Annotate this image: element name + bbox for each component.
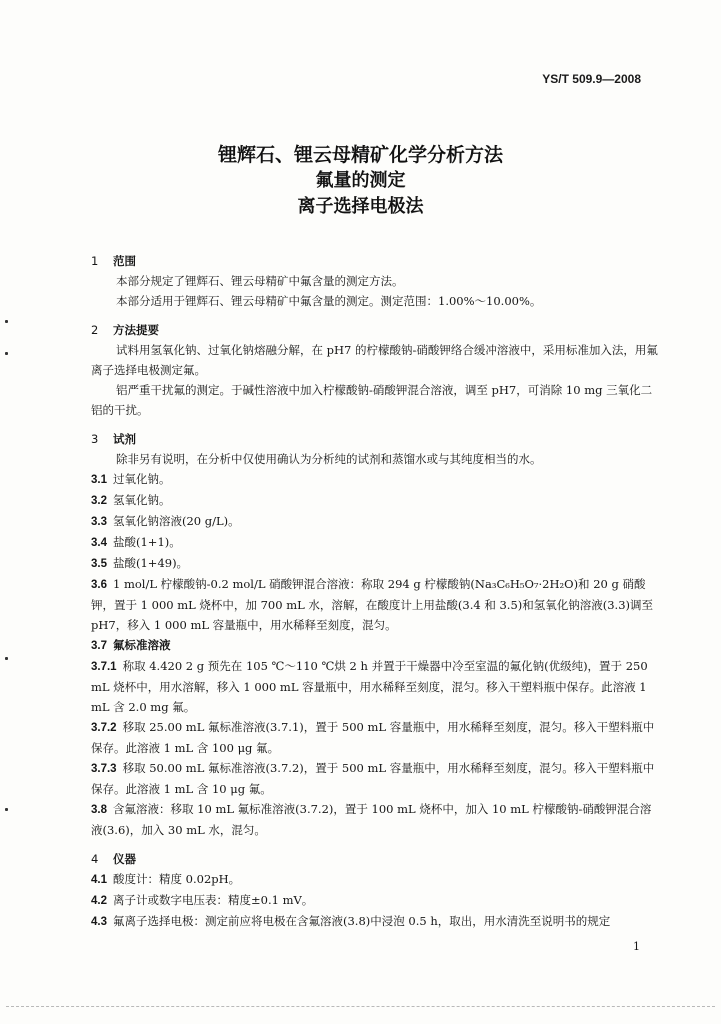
document-title: 锂辉石、锂云母精矿化学分析方法 [217, 144, 503, 166]
document-method: 离子选择电极法 [297, 196, 424, 217]
document-body [91, 251, 659, 932]
section-heading-principle: 2 方法提要 [91, 323, 159, 337]
list-item: 3.8 含氟溶液：移取 10 mL 氟标准溶液(3.7.2)，置于 100 mL 烧杯中，加入 10 mL 柠檬酸钠-硝酸钾混合溶液(3.6)，加入 30 mL 水，混匀。 [91, 802, 652, 837]
list-item: 3.6 1 mol/L 柠檬酸钠-0.2 mol/L 硝酸钾混合溶液：称取 294 g 柠檬酸钠(Na₃C₆H₅O₇·2H₂O)和 20 g 硝酸钾，置于 1 000 mL 烧杯中，加 700 mL 水，溶解，在酸度计上用盐酸(3.4 和 3.5)和氢氧化钠溶液(3.3)调至 pH7，移入 1 000 mL 容量瓶中，用水稀释至刻度，混匀。 [91, 577, 654, 632]
paragraph: 铝严重干扰氟的测定。于碱性溶液中加入柠檬酸钠-硝酸钾混合溶液，调至 pH7，可消除 10 mg 三氧化二铝的干扰。 [91, 383, 653, 417]
list-item: 4.2 离子计或数字电压表：精度±0.1 mV。 [91, 893, 314, 907]
list-item: 3.7.1 称取 4.420 2 g 预先在 105 ℃～110 ℃烘 2 h 并置于干燥器中冷至室温的氟化钠(优级纯)，置于 250 mL 烧杯中，用水溶解，移入 1 000 mL 容量瓶中，用水稀释至刻度，混匀。移入干塑料瓶中保存。此溶液 1 mL 含 2.0 mg 氟。 [91, 659, 648, 714]
list-item: 3.7.3 移取 50.00 mL 氟标准溶液(3.7.2)，置于 500 mL 容量瓶中，用水稀释至刻度，混匀。移入干塑料瓶中保存。此溶液 1 mL 含 10 μg 氟。 [91, 761, 655, 796]
paragraph: 试料用氢氧化钠、过氧化钠熔融分解，在 pH7 的柠檬酸钠-硝酸钾络合缓冲溶液中，采用标准加入法，用氟离子选择电极测定氟。 [91, 343, 658, 377]
list-item: 3.4 盐酸(1+1)。 [91, 535, 181, 549]
list-item: 3.7 氟标准溶液 [91, 638, 171, 652]
list-item: 3.3 氢氧化钠溶液(20 g/L)。 [91, 514, 240, 528]
list-item: 3.1 过氧化钠。 [91, 472, 171, 486]
section-heading-apparatus: 4 仪器 [91, 852, 136, 866]
section-heading-scope: 1 范围 [91, 254, 136, 268]
scan-speck [5, 320, 8, 323]
list-item: 4.1 酸度计：精度 0.02pH。 [91, 872, 241, 886]
list-item: 3.2 氢氧化钠。 [91, 493, 171, 507]
scan-speck [5, 657, 8, 660]
list-item: 3.7.2 移取 25.00 mL 氟标准溶液(3.7.1)，置于 500 mL 容量瓶中，用水稀释至刻度，混匀。移入干塑料瓶中保存。此溶液 1 mL 含 100 μg 氟。 [91, 720, 655, 755]
standard-number: YS/T 509.9—2008 [542, 72, 641, 86]
document-subtitle: 氟量的测定 [315, 170, 406, 191]
paragraph: 除非另有说明，在分析中仅使用确认为分析纯的试剂和蒸馏水或与其纯度相当的水。 [116, 452, 542, 466]
list-item: 4.3 氟离子选择电极：测定前应将电极在含氟溶液(3.8)中浸泡 0.5 h，取出，用水清洗至说明书的规定 [91, 914, 611, 928]
list-item: 3.5 盐酸(1+49)。 [91, 556, 189, 570]
scan-edge-line [6, 1006, 715, 1007]
page-number: 1 [633, 940, 640, 953]
scan-speck [5, 808, 8, 811]
paragraph: 本部分规定了锂辉石、锂云母精矿中氟含量的测定方法。 [116, 274, 404, 288]
paragraph: 本部分适用于锂辉石、锂云母精矿中氟含量的测定。测定范围：1.00%～10.00%。 [116, 294, 542, 308]
section-heading-reagents: 3 试剂 [91, 432, 136, 446]
scan-speck [5, 352, 8, 355]
